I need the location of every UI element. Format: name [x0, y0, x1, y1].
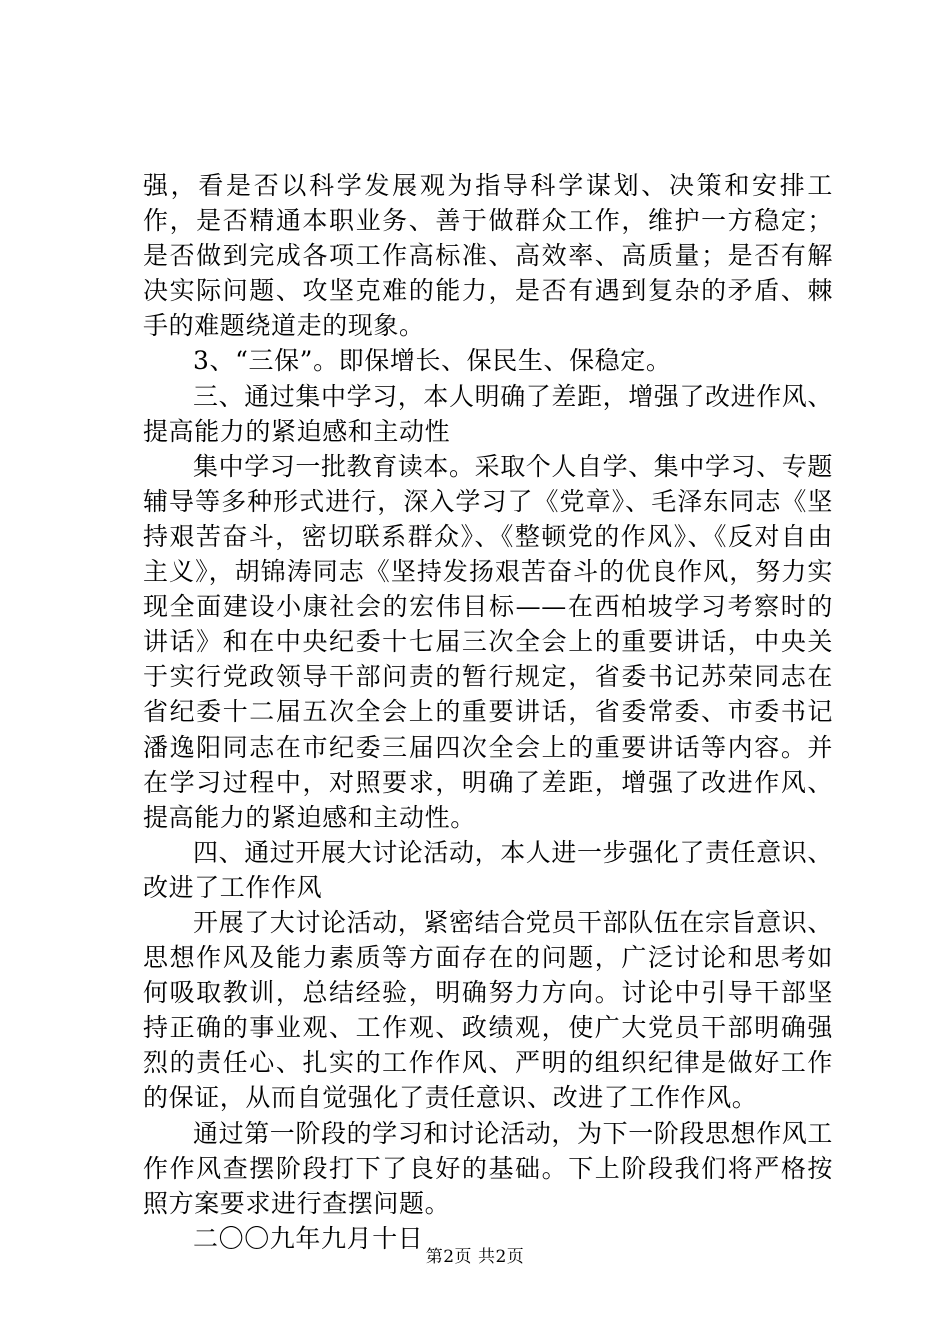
body-paragraph-san-bao: 3、“三保”。即保增长、保民生、保稳定。 [193, 346, 672, 376]
body-paragraph-conclusion: 通过第一阶段的学习和讨论活动，为下一阶段思想作风工作作风查摆阶段打下了良好的基础。下上阶段我们将严格按照方案要求进行查摆问题。 [143, 1118, 834, 1218]
section-heading-three: 三、通过集中学习，本人明确了差距，增强了改进作风、提高能力的紧迫感和主动性 [143, 381, 834, 446]
body-paragraph-discussion: 开展了大讨论活动，紧密结合党员干部队伍在宗旨意识、思想作风及能力素质等方面存在的问题，广泛讨论和思考如何吸取教训，总结经验，明确努力方向。讨论中引导干部坚持正确的事业观、工作观、政绩观，使广大党员干部明确强烈的责任心、扎实的工作作风、严明的组织纪律是做好工作的保证，从而自觉强化了责任意识、改进了工作作风。 [143, 907, 834, 1113]
page-number-footer: 第2页 共2页 [425, 1247, 525, 1267]
document-body [143, 168, 833, 1256]
document-date: 二〇〇九年九月十日 [193, 1223, 424, 1253]
section-heading-four: 四、通过开展大讨论活动，本人进一步强化了责任意识、改进了工作作风 [143, 837, 834, 902]
body-paragraph-continued: 强，看是否以科学发展观为指导科学谋划、决策和安排工作，是否精通本职业务、善于做群众工作，维护一方稳定；是否做到完成各项工作高标准、高效率、高质量；是否有解决实际问题、攻坚克难的能力，是否有遇到复杂的矛盾、棘手的难题绕道走的现象。 [143, 171, 833, 341]
body-paragraph-study: 集中学习一批教育读本。采取个人自学、集中学习、专题辅导等多种形式进行，深入学习了《党章》、毛泽东同志《坚持艰苦奋斗，密切联系群众》、《整顿党的作风》、《反对自由主义》，胡锦涛同志《坚持发扬艰苦奋斗的优良作风，努力实现全面建设小康社会的宏伟目标——在西柏坡学习考察时的讲话》和在中央纪委十七届三次全会上的重要讲话，中央关于实行党政领导干部问责的暂行规定，省委书记苏荣同志在省纪委十二届五次全会上的重要讲话，省委常委、市委书记潘逸阳同志在市纪委三届四次全会上的重要讲话等内容。并在学习过程中，对照要求，明确了差距，增强了改进作风、提高能力的紧迫感和主动性。 [143, 451, 834, 832]
